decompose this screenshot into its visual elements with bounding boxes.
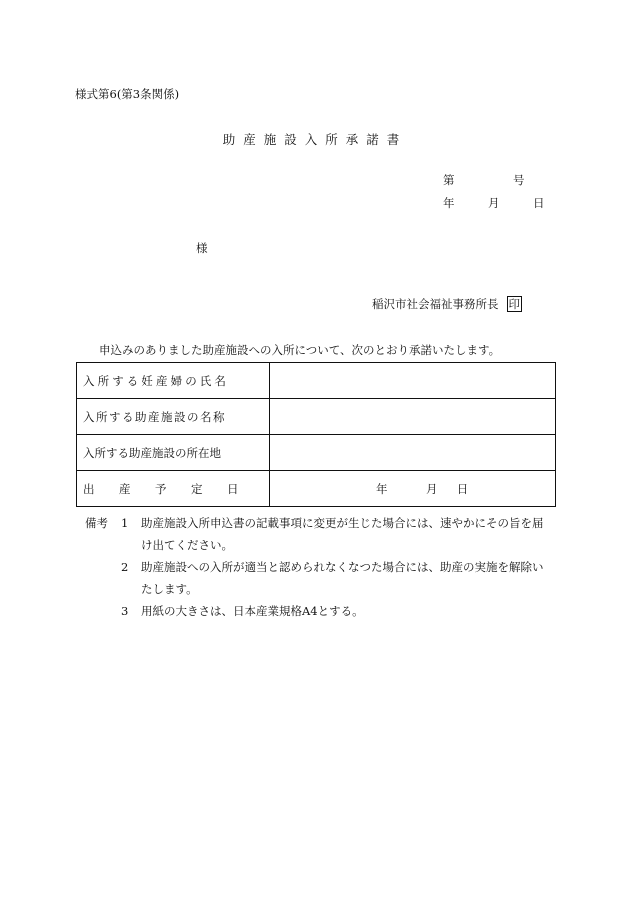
due-date-value[interactable] [270,471,556,507]
note-item [85,512,545,556]
due-date-label: 出産予定日 [77,471,270,507]
row-value[interactable] [270,399,556,435]
date-month: 月 [488,196,500,210]
issuer-name: 稲沢市社会福祉事務所長 [372,297,499,311]
note-text: 助産施設への入所が適当と認められなくなつた場合には、助産の実施を解除いたします。 [141,560,544,596]
notes-heading: 備考 [85,516,108,530]
intro-text: 申込みのありました助産施設への入所について、次のとおり承諾いたします。 [99,343,501,357]
row-label: 入所する助産施設の所在地 [77,435,270,471]
note-number: 3 [121,604,129,618]
table-row [77,363,556,399]
number-prefix: 第 [443,173,455,187]
note-number: 1 [121,516,129,530]
row-value[interactable] [270,435,556,471]
row-label: 入所する妊産婦の氏名 [77,363,270,399]
issue-date [443,195,545,211]
note-item [85,600,545,622]
info-table [76,362,556,507]
form-label: 様式第6(第3条関係) [75,87,180,101]
note-text: 助産施設入所申込書の記載事項に変更が生じた場合には、速やかにその旨を届け出てください。 [141,516,544,552]
due-date-year: 年 [376,481,388,496]
row-value[interactable] [270,363,556,399]
issuer [372,296,522,312]
due-date-month: 月 [426,481,438,496]
table-row [77,435,556,471]
note-number: 2 [121,560,129,574]
date-year: 年 [443,196,455,210]
table-row [77,399,556,435]
row-label: 入所する助産施設の名称 [77,399,270,435]
due-date-day: 日 [456,481,469,496]
table-row [77,471,556,507]
note-item [85,556,545,600]
seal-mark: 印 [508,297,520,311]
notes [85,512,545,622]
addressee-suffix: 様 [196,241,208,255]
date-day: 日 [533,196,545,210]
note-text: 用紙の大きさは、日本産業規格A4とする。 [141,604,364,618]
number-suffix: 号 [513,173,525,187]
document-title: 助産施設入所承諾書 [222,132,408,147]
